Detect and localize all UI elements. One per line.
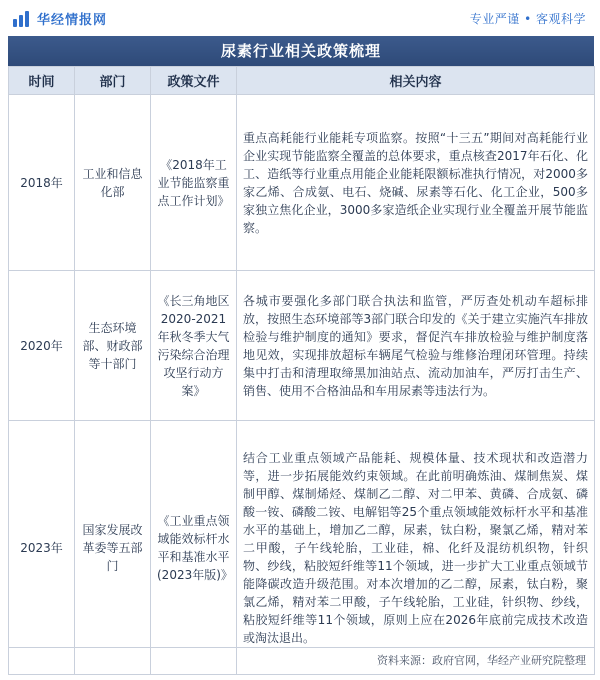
cell-year: 2020年 [9, 271, 75, 421]
table-header-row [9, 67, 595, 95]
table-row [9, 271, 595, 421]
cell-dept: 工业和信息化部 [75, 95, 151, 271]
column-header-dept: 部门 [75, 67, 151, 95]
bottom-divider [8, 647, 594, 648]
cell-doc: 《工业重点领域能效标杆水平和基准水平(2023年版)》 [151, 421, 237, 675]
cell-doc: 《2018年工业节能监察重点工作计划》 [151, 95, 237, 271]
top-bar [0, 0, 600, 36]
cell-dept: 生态环境部、财政部等十部门 [75, 271, 151, 421]
table-title: 尿素行业相关政策梳理 [8, 36, 594, 66]
brand-logo-icon [13, 11, 31, 27]
source-note: 资料来源：政府官网，华经产业研究院整理 [377, 654, 586, 667]
cell-dept: 国家发展改革委等五部门 [75, 421, 151, 675]
cell-year: 2023年 [9, 421, 75, 675]
cell-content: 各城市要强化多部门联合执法和监管，严厉查处机动车超标排放，按照生态环境部等3部门联合印发的《关于建立实施汽车排放检验与维护制度的通知》要求，督促汽车排放检验与维护制度落地见效，实现排放超标车辆尾气检验与维修治理闭环管理。持续集中打击和清理取缔黑加油站点、流动加油车，严厉打击生产、销售、使用不合格油品和车用尿素等违法行为。 [237, 271, 595, 421]
cell-content: 重点高耗能行业能耗专项监察。按照“十三五”期间对高耗能行业企业实现节能监察全覆盖的总体要求，重点核查2017年石化、化工、造纸等行业重点用能企业能耗限额标准执行情况，对2000多家乙烯、合成氨、电石、烧碱、尿素等石化、化工企业，500多家独立焦化企业，3000多家造纸企业实现行业全覆盖开展节能监察。 [237, 95, 595, 271]
column-header-content: 相关内容 [237, 67, 595, 95]
brand-name: 华经情报网 [37, 13, 108, 28]
cell-year: 2018年 [9, 95, 75, 271]
column-header-doc: 政策文件 [151, 67, 237, 95]
brand [13, 9, 107, 28]
table-row [9, 95, 595, 271]
slogan: 专业严谨 • 客观科学 [469, 12, 586, 26]
policy-table [8, 66, 595, 675]
cell-content: 结合工业重点领域产品能耗、规模体量、技术现状和改造潜力等，进一步拓展能效约束领域。在此前明确炼油、煤制焦炭、煤制甲醇、煤制烯烃、煤制乙二醇、对二甲苯、黄磷、合成氨、磷酸一铵、磷酸二铵、电解铝等25个重点领域能效标杆水平和基准水平的基础上，增加乙二醇，尿素，钛白粉，聚氯乙烯，精对苯二甲酸，子午线轮胎，工业硅，棉、化纤及混纺机织物，针织物、纱线，粘胶短纤维等11个领域，进一步扩大工业重点领域节能降碳改造升级范围。对本次增加的乙二醇，尿素，钛白粉，聚氯乙烯，精对苯二甲酸，子午线轮胎，工业硅，针织物、纱线，粘胶短纤维等11个领域，原则上应在2026年底前完成技术改造或淘汰退出。 [237, 421, 595, 675]
column-header-year: 时间 [9, 67, 75, 95]
table-row [9, 421, 595, 675]
cell-doc: 《长三角地区2020-2021年秋冬季大气污染综合治理攻坚行动方案》 [151, 271, 237, 421]
